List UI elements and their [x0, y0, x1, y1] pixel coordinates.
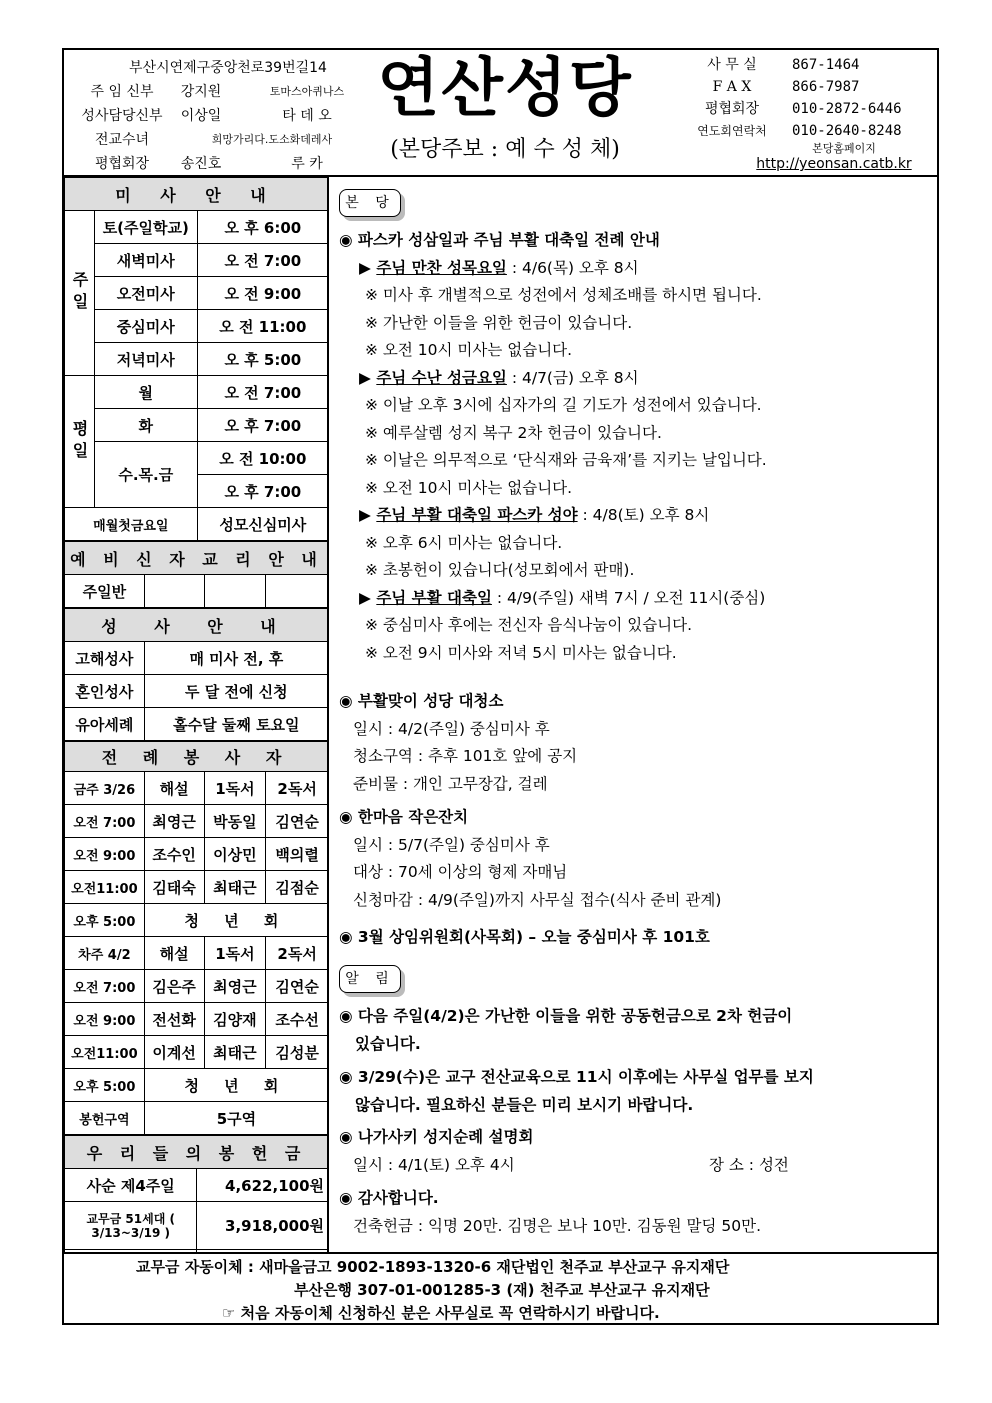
offering-value: 4,622,100원	[197, 1169, 329, 1202]
info-line: 건축헌금 : 익명 20만. 김명은 보나 10만. 김동원 말딩 50만.	[353, 1216, 762, 1235]
staff-role: 평협회장	[94, 156, 150, 172]
server-name: 최태근	[204, 1036, 266, 1069]
bullet-icon: ▶	[359, 258, 377, 277]
week-label: 금주 3/26	[65, 772, 145, 805]
liturgy-time: : 4/9(주일) 새벽 7시 / 오전 11시(중심)	[491, 588, 766, 607]
server-name: 김양재	[204, 1003, 266, 1036]
committee-notice: ◉ 3월 상임위원회(사목회) – 오늘 중심미사 후 101호	[339, 928, 710, 946]
section-title: 우 리 들 의 봉 헌 금	[65, 1136, 329, 1169]
section-heading: ◉ 감사합니다.	[339, 1189, 439, 1207]
offering-name: 사순 제4주일	[65, 1169, 197, 1202]
bulletin-subtitle: (본당주보 : 예 수 성 체)	[390, 137, 620, 162]
pilgrimage-date: 일시 : 4/1(토) 오후 4시	[353, 1155, 515, 1174]
mass-name: 새벽미사	[94, 244, 197, 277]
info-line: 신청마감 : 4/9(주일)까지 사무실 접수(식사 준비 관계)	[353, 890, 722, 909]
thanks-section	[339, 1185, 929, 1240]
server-name: 최태근	[204, 871, 266, 904]
note: ※ 오전 10시 미사는 없습니다.	[365, 341, 573, 359]
notice-line: 있습니다.	[355, 1034, 421, 1053]
mass-time: 성모신심미사	[197, 508, 328, 541]
liturgy-table	[64, 741, 329, 1135]
area-label: 봉헌구역	[65, 1102, 145, 1135]
bullet-icon: ▶	[359, 368, 377, 387]
mass-slot: 오전 7:00	[65, 970, 145, 1003]
server-name: 박동일	[204, 805, 266, 838]
mass-time: 오 후 6:00	[197, 211, 328, 244]
liturgy-item	[339, 585, 929, 613]
contact-label: 평협회장	[704, 101, 760, 117]
server-name: 조수인	[144, 838, 204, 871]
staff-baptismal: 토마스아퀴나스	[269, 85, 345, 98]
server-name: 이상민	[204, 838, 266, 871]
section-heading: ◉ 파스카 성삼일과 주님 부활 대축일 전례 안내	[339, 231, 660, 249]
staff-baptismal: 루 카	[291, 156, 323, 172]
contact-value: 866-7987	[792, 79, 860, 95]
notice-line: ◉ 다음 주일(4/2)은 가난한 이들을 위한 공동헌금으로 2차 헌금이	[339, 1007, 793, 1025]
col-header: 해설	[144, 772, 204, 805]
note: ※ 이날은 의무적으로 ‘단식재와 금육재’를 지키는 날입니다.	[365, 451, 767, 469]
pilgrimage-section	[339, 1124, 929, 1179]
footer-line: 교무금 자동이체 : 새마을금고 9002-1893-1320-6 재단법인 천주교 부산교구 유지재단	[136, 1258, 730, 1276]
mass-schedule-table	[64, 177, 329, 541]
bullet-icon: ▶	[359, 506, 377, 524]
liturgy-title: 주님 부활 대축일	[376, 588, 492, 607]
cleaning-section	[339, 688, 929, 798]
server-name: 전선화	[144, 1003, 204, 1036]
mass-slot: 오전 9:00	[65, 1003, 145, 1036]
mass-time: 오 후 7:00	[197, 409, 328, 442]
empty-cell	[266, 575, 329, 608]
mass-slot: 오후 5:00	[65, 1069, 145, 1102]
empty-cell	[204, 575, 266, 608]
feast-section	[339, 804, 929, 914]
sidebar	[64, 177, 329, 1252]
sacrament-value: 두 달 전에 신청	[144, 675, 328, 708]
staff-row	[78, 128, 378, 152]
col-header: 2독서	[266, 937, 329, 970]
info-line: 준비물 : 개인 고무장갑, 걸레	[353, 774, 548, 793]
section-title: 전 례 봉 사 자	[65, 742, 329, 772]
offering-name: 교무금 51세대 ( 3/13~3/19 )	[65, 1202, 197, 1250]
staff-role: 주 임 신부	[90, 84, 154, 100]
server-name: 김연순	[266, 970, 329, 1003]
server-name: 이계선	[144, 1036, 204, 1069]
liturgy-item	[339, 365, 929, 393]
sacrament-name: 혼인성사	[65, 675, 145, 708]
server-name: 김태숙	[144, 871, 204, 904]
info-line: 대상 : 70세 이상의 형제 자매님	[353, 863, 568, 881]
footer-line: ☞ 처음 자동이체 신청하신 분은 사무실로 꼭 연락하시기 바랍니다.	[222, 1304, 660, 1322]
contact-label: F A X	[712, 79, 752, 95]
homepage-label: 본당홈페이지	[812, 142, 876, 155]
info-line: 일시 : 4/2(주일) 중심미사 후	[353, 719, 550, 738]
mass-time: 오 전 7:00	[197, 376, 328, 409]
staff-name: 강지원	[180, 84, 222, 100]
parish-title: 연산성당	[377, 51, 633, 126]
notice-office	[339, 1064, 929, 1119]
mass-time: 오 전 10:00	[197, 442, 328, 475]
liturgy-title: 주님 부활 대축일 파스카 성야	[376, 506, 578, 524]
empty-cell	[144, 575, 204, 608]
mass-name: 매월첫금요일	[65, 508, 198, 541]
notice-collection	[339, 1003, 929, 1058]
note: ※ 오전 9시 미사와 저녁 5시 미사는 없습니다.	[365, 643, 677, 662]
liturgy-title: 주님 만찬 성목요일	[376, 258, 507, 277]
col-header: 2독서	[266, 772, 329, 805]
note: ※ 오후 6시 미사는 없습니다.	[365, 533, 563, 552]
section-title: 예 비 신 자 교 리 안 내	[65, 542, 329, 575]
sacrament-value: 홀수달 둘째 토요일	[144, 708, 328, 741]
mass-time: 오 전 7:00	[197, 244, 328, 277]
server-name: 김점순	[266, 871, 329, 904]
footer-line: 부산은행 307-01-001285-3 (재) 천주교 부산교구 유지재단	[294, 1281, 710, 1299]
main-content	[329, 177, 937, 1252]
mass-slot: 오전11:00	[65, 1036, 145, 1069]
area-value: 5구역	[144, 1102, 328, 1135]
weekday-label: 평일	[65, 376, 95, 508]
mass-time: 오 후 7:00	[197, 475, 328, 508]
note: ※ 미사 후 개별적으로 성전에서 성체조배를 하시면 됩니다.	[365, 286, 762, 304]
info-line	[339, 1152, 929, 1180]
col-header: 해설	[144, 937, 204, 970]
section-tag-parish: 본 당	[339, 189, 401, 217]
contact-label: 사 무 실	[707, 57, 757, 73]
staff-role: 전교수녀	[94, 132, 150, 148]
section-heading: ◉ 나가사키 성지순례 설명회	[339, 1128, 534, 1146]
staff-baptismal: 희망가리다.도소화데레사	[211, 133, 333, 146]
server-name: 최영근	[204, 970, 266, 1003]
mass-slot: 오전 7:00	[65, 805, 145, 838]
mass-time: 오 후 5:00	[197, 343, 328, 376]
mass-time: 오 전 9:00	[197, 277, 328, 310]
section-title: 성 사 안 내	[65, 609, 329, 642]
staff-row	[78, 152, 378, 176]
contact-row	[684, 98, 944, 120]
contact-info	[684, 54, 944, 172]
server-name: 백의렬	[266, 838, 329, 871]
mass-name: 화	[94, 409, 197, 442]
note: ※ 가난한 이들을 위한 헌금이 있습니다.	[365, 313, 633, 332]
liturgy-item	[339, 502, 929, 530]
bullet-icon: ▶	[359, 588, 377, 607]
homepage-link[interactable]: http://yeonsan.catb.kr	[756, 156, 912, 172]
contact-label: 연도회연락처	[697, 124, 767, 138]
contact-value: 010-2872-6446	[792, 101, 902, 117]
section-heading: ◉ 한마음 작은잔치	[339, 808, 469, 826]
staff-baptismal: 타 데 오	[282, 108, 332, 124]
mass-name: 토(주일학교)	[94, 211, 197, 244]
week-label: 차주 4/2	[65, 937, 145, 970]
server-name: 김성분	[266, 1036, 329, 1069]
note: ※ 이날 오후 3시에 십자가의 길 기도가 성전에서 있습니다.	[365, 396, 762, 414]
mass-name: 저녁미사	[94, 343, 197, 376]
liturgy-time: : 4/6(목) 오후 8시	[506, 258, 639, 277]
info-line: 일시 : 5/7(주일) 중심미사 후	[353, 835, 550, 854]
mass-name: 수.목.금	[94, 442, 197, 508]
sacrament-value: 매 미사 전, 후	[144, 642, 328, 675]
liturgy-title: 주님 수난 성금요일	[376, 368, 507, 387]
liturgy-time: : 4/7(금) 오후 8시	[506, 368, 639, 387]
server-group: 청 년 회	[144, 904, 328, 937]
mass-name: 오전미사	[94, 277, 197, 310]
contact-value: 010-2640-8248	[792, 123, 902, 139]
mass-slot: 오후 5:00	[65, 904, 145, 937]
note: ※ 예루살렘 성지 복구 2차 헌금이 있습니다.	[365, 423, 662, 442]
section-tag-notice: 알 림	[339, 965, 401, 993]
server-name: 조수선	[266, 1003, 329, 1036]
mass-name: 월	[94, 376, 197, 409]
staff-row	[78, 80, 378, 104]
note: ※ 초봉헌이 있습니다(성모회에서 판매).	[365, 561, 635, 579]
section-title: 미 사 안 내	[65, 178, 329, 211]
contact-row	[684, 54, 944, 76]
contact-value: 867-1464	[792, 57, 860, 73]
catechumen-table	[64, 541, 329, 608]
sacrament-table	[64, 608, 329, 741]
note: ※ 오전 10시 미사는 없습니다.	[365, 478, 573, 497]
contact-row	[684, 120, 944, 142]
liturgy-item	[339, 255, 929, 283]
server-name: 김은주	[144, 970, 204, 1003]
note: ※ 중심미사 후에는 전신자 음식나눔이 있습니다.	[365, 616, 693, 634]
mass-time: 오 전 11:00	[197, 310, 328, 343]
sacrament-name: 유아세례	[65, 708, 145, 741]
contact-row	[684, 76, 944, 98]
header	[64, 50, 937, 177]
bulletin-page	[62, 48, 939, 1325]
staff-name: 이상일	[180, 108, 222, 124]
footer	[64, 1252, 937, 1325]
parish-info	[78, 56, 378, 176]
mass-slot: 오전11:00	[65, 871, 145, 904]
sacrament-name: 고해성사	[65, 642, 145, 675]
info-line: 청소구역 : 추후 101호 앞에 공지	[353, 747, 578, 765]
class-label: 주일반	[65, 575, 145, 608]
pilgrimage-place: 장 소 : 성전	[709, 1155, 789, 1174]
staff-name: 송진호	[180, 156, 222, 172]
col-header: 1독서	[204, 772, 266, 805]
offering-value: 3,918,000원	[197, 1202, 329, 1250]
address: 부산시연제구중앙천로39번길14	[129, 60, 327, 76]
staff-row	[78, 104, 378, 128]
server-name: 김연순	[266, 805, 329, 838]
col-header: 1독서	[204, 937, 266, 970]
notice-line: 않습니다. 필요하신 분들은 미리 보시기 바랍니다.	[355, 1095, 694, 1114]
section-heading: ◉ 부활맞이 성당 대청소	[339, 692, 504, 710]
liturgy-time: : 4/8(토) 오후 8시	[577, 506, 710, 524]
notice-line: ◉ 3/29(수)은 교구 전산교육으로 11시 이후에는 사무실 업무를 보지	[339, 1068, 814, 1086]
sunday-label: 주일	[65, 211, 95, 376]
offering-table	[64, 1135, 329, 1252]
staff-role: 성사담당신부	[81, 108, 163, 124]
server-group: 청 년 회	[144, 1069, 328, 1102]
mass-name: 중심미사	[94, 310, 197, 343]
mass-slot: 오전 9:00	[65, 838, 145, 871]
server-name: 최영근	[144, 805, 204, 838]
triduum-section	[339, 227, 929, 667]
